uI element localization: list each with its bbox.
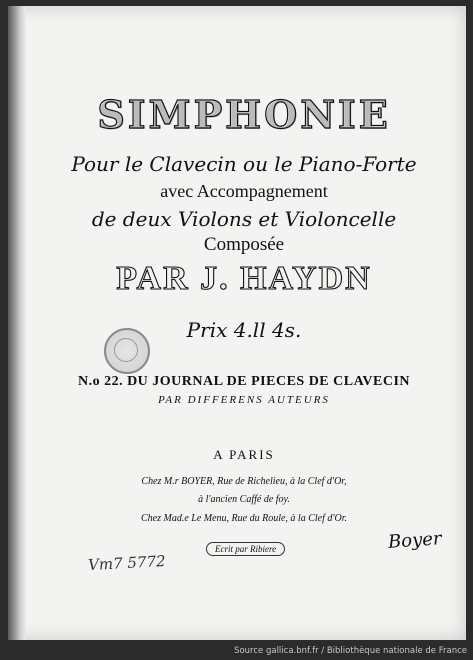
score-title-page xyxy=(8,6,466,640)
accompaniment-line: avec Accompagnement xyxy=(160,181,328,201)
publisher-city: A PARIS xyxy=(213,447,275,462)
publisher-address-3: Chez Mad.e Le Menu, Rue du Roule, à la Clef d'Or. xyxy=(141,513,347,524)
authors-line: PAR DIFFERENS AUTEURS xyxy=(158,394,330,406)
source-credit: Source gallica.bnf.fr / Bibliothèque nationale de France xyxy=(234,646,467,656)
publisher-signature: Boyer xyxy=(387,528,443,553)
instrument-line: Pour le Clavecin ou le Piano-Forte xyxy=(71,152,417,176)
engraver-credit: Ecrit par Ribiere xyxy=(206,542,285,556)
strings-line: de deux Violons et Violoncelle xyxy=(91,207,397,231)
publisher-address-1: Chez M.r BOYER, Rue de Richelieu, à la Clef d'Or, xyxy=(141,476,347,487)
journal-line: N.o 22. DU JOURNAL DE PIECES DE CLAVECIN xyxy=(77,374,411,389)
publisher-address-2: à l'ancien Caffé de foy. xyxy=(198,494,290,505)
document-title: SIMPHONIE xyxy=(97,92,391,137)
price-line: Prix 4.ll 4s. xyxy=(186,318,302,342)
composer-name: PAR J. HAYDN xyxy=(116,260,372,297)
shelfmark-note: Vm7 5772 xyxy=(87,551,166,575)
composed-line: Composée xyxy=(203,234,285,255)
